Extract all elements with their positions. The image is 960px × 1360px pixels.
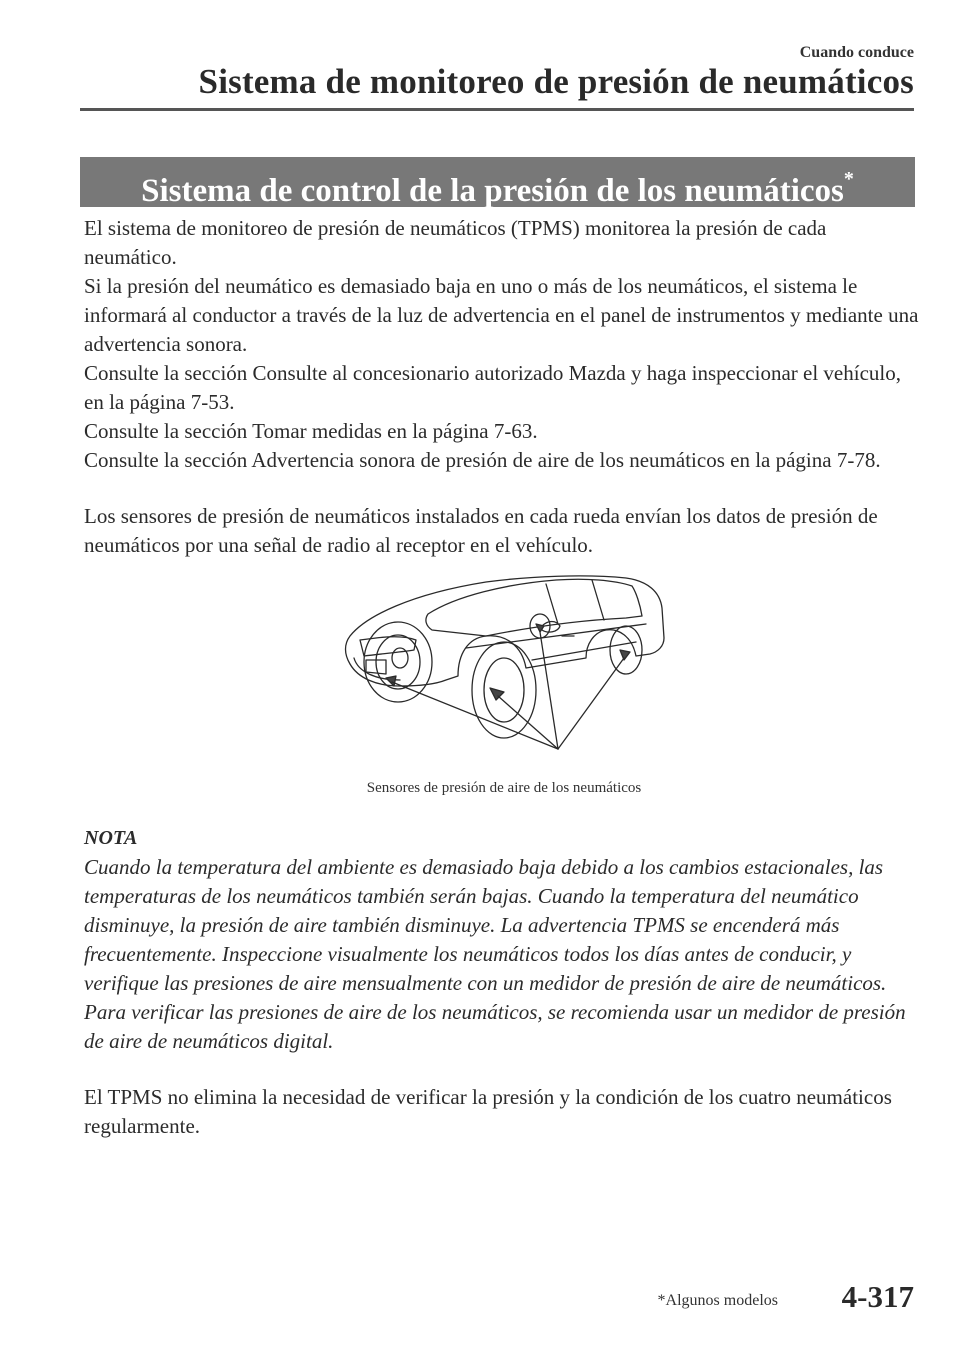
page-number: 4-317 [841,1279,914,1314]
figure-caption: Sensores de presión de aire de los neumáticos [366,780,642,796]
chapter-label: Cuando conduce [799,44,914,61]
note-body: Cuando la temperatura del ambiente es demasiado baja debido a los cambios estacionales, las temperaturas de los neumáticos también serán bajas. Cuando la temperatura del neumático disminuye, la presión de aire también disminuye. La advertencia TPMS se encenderá más frecuentemente. Inspeccione visualmente los neumáticos todos los días antes de conducir, y verifique las presiones de aire mensualmente con un medidor de presión de aire de neumáticos. Para verificar las presiones de aire de los neumáticos, se recomienda usar un medidor de presión de aire de neumáticos digital. [84,855,906,1053]
car-illustration [336,564,676,769]
sensor-paragraph: Los sensores de presión de neumáticos instalados en cada rueda envían los datos de presión de neumáticos por una señal de radio al receptor en el vehículo. [84,504,878,557]
spacer [84,1056,924,1083]
footnote: *Algunos modelos [657,1292,778,1309]
page-header-title: Sistema de monitoreo de presión de neumáticos [198,62,914,101]
spacer [84,475,924,502]
tire-sensor-figure [84,564,924,796]
reference-paragraph: Consulte la sección Tomar medidas en la página 7-63. [84,419,538,443]
body-content [84,214,924,1141]
section-title-banner [80,157,915,207]
warning-paragraph: Si la presión del neumático es demasiado baja en uno o más de los neumáticos, el sistema le informará al conductor a través de la luz de advertencia en el panel de instrumentos y mediante una advertencia sonora. [84,274,919,356]
closing-paragraph: El TPMS no elimina la necesidad de verificar la presión y la condición de los cuatro neumáticos regularmente. [84,1085,892,1138]
reference-paragraph: Consulte la sección Advertencia sonora de presión de aire de los neumáticos en la página 7-78. [84,448,881,472]
header-divider [80,108,914,111]
section-title: Sistema de control de la presión de los neumáticos [141,173,844,209]
reference-paragraph: Consulte la sección Consulte al concesionario autorizado Mazda y haga inspeccionar el vehículo, en la página 7-53. [84,361,901,414]
note-heading: NOTA [84,827,138,849]
intro-paragraph: El sistema de monitoreo de presión de neumáticos (TPMS) monitorea la presión de cada neumático. [84,216,827,269]
optional-feature-marker: * [843,168,854,190]
